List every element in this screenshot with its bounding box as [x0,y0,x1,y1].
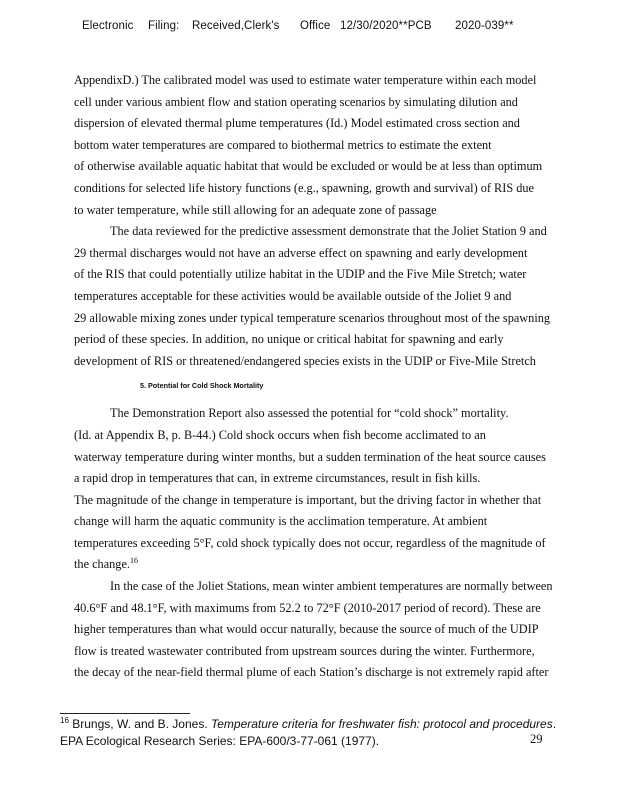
text-line: of otherwise available aquatic habitat that would be excluded or would be at less than optimum [74,159,543,174]
text-line: to water temperature, while still allowing for an adequate zone of passage [74,202,437,217]
text-line: higher temperatures than what would occur naturally, because the source of much of the UDIP [74,622,539,637]
header-date: 12/30/2020**PCB [340,20,432,32]
text-line: In the case of the Joliet Stations, mean winter ambient temperatures are normally between [110,579,553,594]
text-line: cell under various ambient flow and station operating scenarios by simulating dilution and [74,94,518,109]
text-line: conditions for selected life history functions (e.g., spawning, growth and survival) of RIS due [74,180,535,195]
footnote-title-end: . [552,717,557,731]
text-line: of the RIS that could potentially utilize habitat in the UDIP and the Five Mile Stretch; water [74,267,527,282]
text-line: temperatures exceeding 5°F, cold shock typically does not occur, regardless of the magnitude of [74,535,546,550]
footnote [60,716,556,749]
text-line: The magnitude of the change in temperature is important, but the driving factor in whether that [74,492,542,507]
text-line: the change. [74,557,130,572]
header-electronic: Electronic [82,20,134,32]
page-body [74,70,574,684]
paragraph-1 [74,70,574,221]
text-line: 40.6°F and 48.1°F, with maximums from 52.2 to 72°F (2010-2017 period of record). These are [74,600,541,615]
text-line: flow is treated wastewater contributed from upstream sources during the winter. Furthermore, [74,643,535,658]
header-filing: Filing: [148,20,180,32]
header-docket: 2020-039** [455,20,514,32]
footnote-line-1 [60,716,556,733]
text-line: waterway temperature during winter months, but a sudden termination of the heat source causes [74,449,546,464]
text-line: the decay of the near-field thermal plume of each Station’s discharge is not extremely rapid after [74,665,549,680]
paragraph-3 [74,403,574,576]
footnote-title: Temperature criteria for freshwater fish: protocol and procedures [211,717,553,731]
text-line: period of these species. In addition, no unique or critical habitat for spawning and early [74,332,504,347]
paragraph-2 [74,221,574,372]
text-line-last [74,554,574,576]
footnote-number: 16 [60,716,69,725]
text-line: (Id. at Appendix B, p. B-44.) Cold shock occurs when fish become acclimated to an [74,427,486,442]
text-line: 29 allowable mixing zones under typical temperature scenarios throughout most of the spawning [74,310,551,325]
section-heading: 5. Potential for Cold Shock Mortality [140,381,264,391]
text-line: temperatures acceptable for these activities would be available outside of the Joliet 9 and [74,288,512,303]
footnote-reference[interactable]: 16 [130,556,138,566]
header-received: Received,Clerk's [192,20,280,32]
footnote-divider [60,713,190,714]
text-line: AppendixD.) The calibrated model was used to estimate water temperature within each model [74,73,537,87]
footnote-line-2: EPA Ecological Research Series: EPA-600/3-77-061 (1977). [60,733,380,748]
page-number: 29 [530,732,543,746]
paragraph-4 [74,576,574,684]
text-line: bottom water temperatures are compared to biothermal metrics to estimate the extent [74,137,492,152]
text-line: change will harm the aquatic community is the acclimation temperature. At ambient [74,514,488,529]
text-line: The data reviewed for the predictive assessment demonstrate that the Joliet Station 9 and [110,224,547,239]
footnote-authors: Brungs, W. and B. Jones. [72,717,208,731]
text-line: dispersion of elevated thermal plume temperatures (Id.) Model estimated cross section and [74,116,520,131]
text-line: The Demonstration Report also assessed the potential for “cold shock” mortality. [110,406,509,421]
header-office: Office [300,20,331,32]
text-line: 29 thermal discharges would not have an adverse effect on spawning and early development [74,245,528,260]
text-line: a rapid drop in temperatures that can, in extreme circumstances, result in fish kills. [74,471,481,486]
text-line: development of RIS or threatened/endangered species exists in the UDIP or Five-Mile Stretch [74,353,536,368]
